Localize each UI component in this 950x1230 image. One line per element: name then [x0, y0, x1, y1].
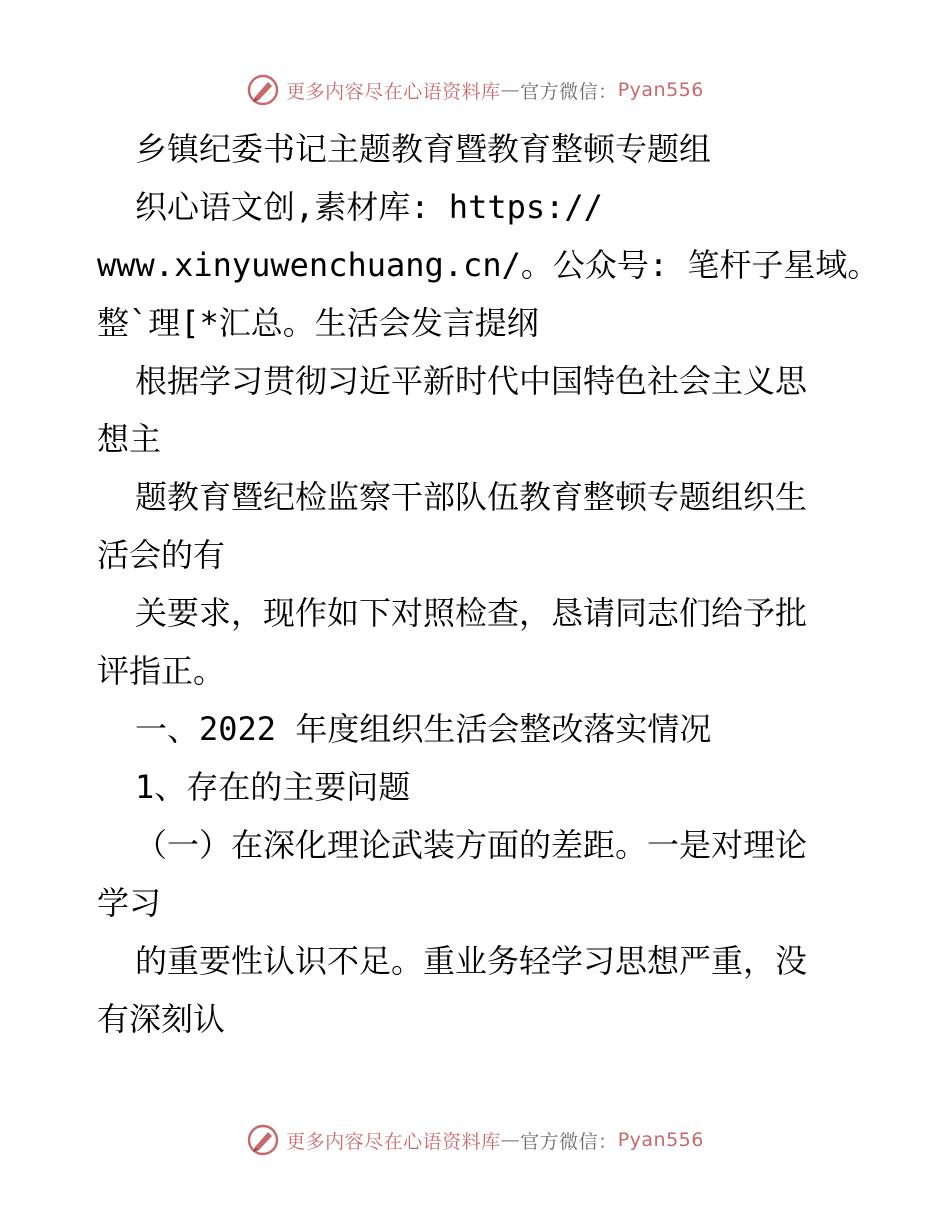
pen-seal-icon — [246, 73, 280, 107]
subsection-heading: 1、存在的主要问题 — [135, 768, 411, 806]
banner-dash: — — [500, 1129, 521, 1151]
paragraph-line: 学习 — [97, 884, 162, 922]
banner-wechat-label: 官方微信： — [520, 1130, 618, 1153]
header-banner — [0, 70, 950, 110]
paragraph-line: （一）在深化理论武装方面的差距。一是对理论 — [135, 826, 808, 864]
section-heading: 一、2022 年度组织生活会整改落实情况 — [135, 710, 712, 748]
paragraph-line: 题教育暨纪检监察干部队伍教育整顿专题组织生 — [135, 478, 808, 516]
paragraph-line: 评指正。 — [97, 652, 226, 690]
doc-title-line-3: www.xinyuwenchuang.cn/。公众号: 笔杆子星域。 — [97, 246, 880, 284]
pen-seal-icon — [246, 1123, 280, 1157]
doc-title-line-2: 织心语文创,素材库: https:// — [135, 188, 603, 226]
doc-title-line-4: 整`理[*汇总。生活会发言提纲 — [97, 304, 539, 342]
banner-wechat-id: Pyan556 — [617, 1129, 704, 1151]
paragraph-line: 的重要性认识不足。重业务轻学习思想严重，没 — [135, 942, 808, 980]
paragraph-line: 关要求，现作如下对照检查，恳请同志们给予批 — [135, 594, 808, 632]
footer-banner — [0, 1120, 950, 1160]
paragraph-line: 想主 — [97, 420, 162, 458]
document-body — [97, 120, 880, 1048]
doc-title-line-1: 乡镇纪委书记主题教育暨教育整顿专题组 — [135, 130, 712, 168]
banner-dash: — — [500, 79, 521, 101]
banner-wechat-label: 官方微信： — [520, 80, 618, 103]
banner-title: 更多内容尽在心语资料库 — [286, 80, 501, 103]
paragraph-line: 有深刻认 — [97, 1000, 226, 1038]
banner-wechat-id: Pyan556 — [617, 79, 704, 101]
paragraph-line: 根据学习贯彻习近平新时代中国特色社会主义思 — [135, 362, 808, 400]
paragraph-line: 活会的有 — [97, 536, 226, 574]
banner-title: 更多内容尽在心语资料库 — [286, 1130, 501, 1153]
